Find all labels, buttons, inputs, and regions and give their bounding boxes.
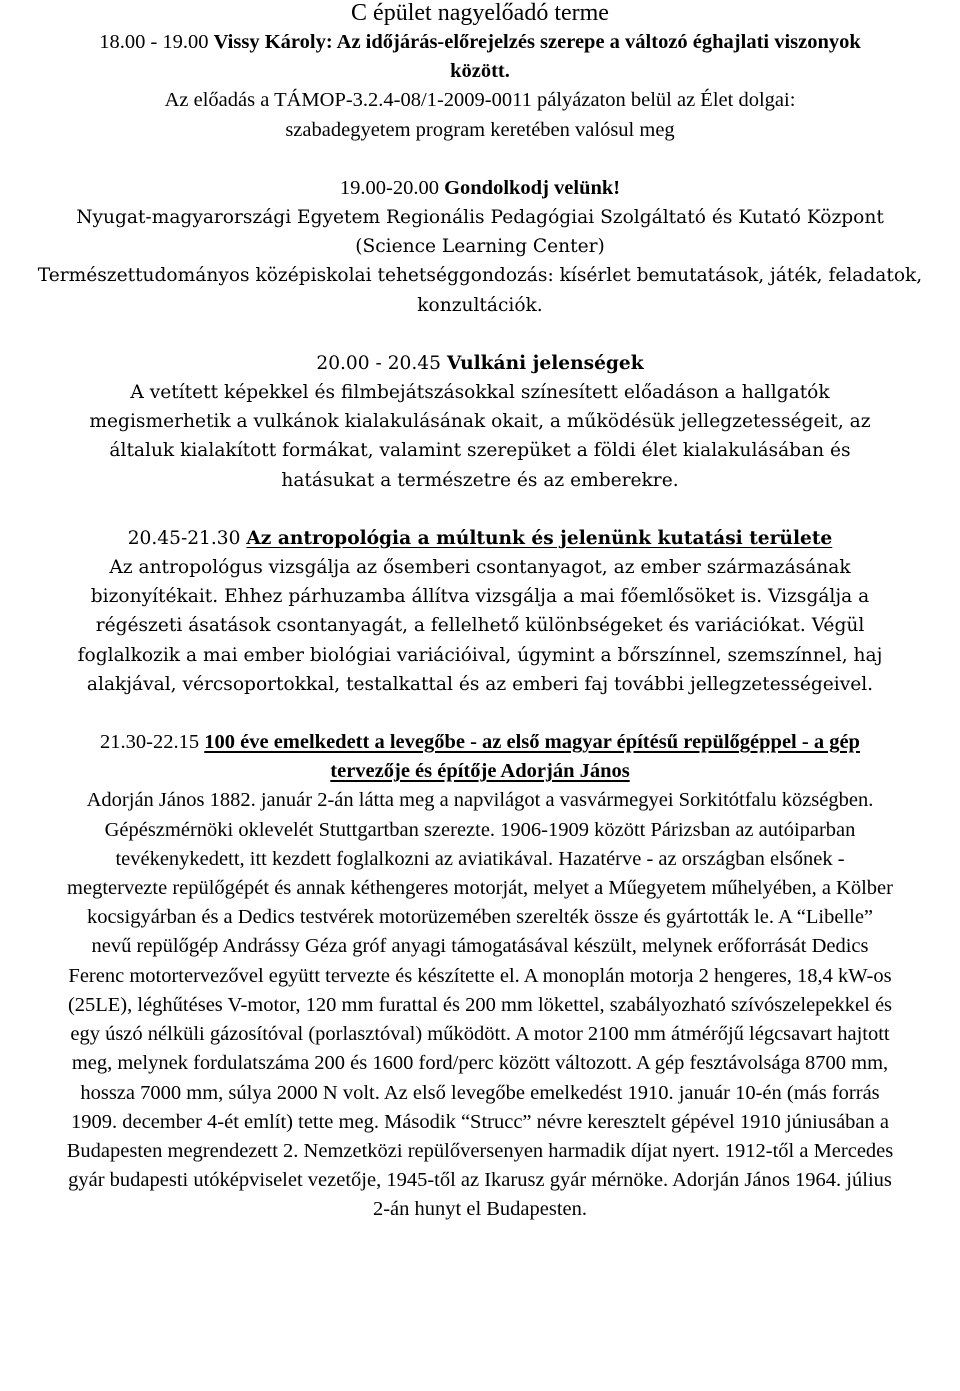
- session-adorjan-time: 21.30-22.15: [100, 731, 205, 754]
- session-vissy: [80, 28, 880, 145]
- session-adorjan-title: 100 éve emelkedett a levegőbe - az első magyar építésű repülőgéppel - a gép tervezője és építője Adorján János: [204, 731, 860, 783]
- session-gondolkodj-line-3: Természettudományos középiskolai tehetséggondozás: kísérlet bemutatások, játék, feladatok,: [37, 265, 923, 287]
- session-vissy-note-2: szabadegyetem program keretében valósul meg: [285, 118, 675, 141]
- session-vulkan-heading: [80, 349, 880, 378]
- session-antropologia-time: 20.45-21.30: [127, 527, 247, 549]
- session-vulkan-title: Vulkáni jelenségek: [446, 352, 644, 374]
- session-adorjan-body: Adorján János 1882. január 2-án látta meg a napvilágot a vasvármegyei Sorkitótfalu községben. Gépészmérnöki oklevelét Stuttgartban szerezte. 1906-1909 között Párizsban az autóiparban tevékenykedett, itt kezdett foglalkozni az aviatikával. Hazatérve - az országban elsőnek - megtervezte repülőgépét és annak kéthengeres motorját, melyet a Műegyetem műhelyében, a Kölber kocsigyárban és a Dedics testvérek motorüzemében szerelték össze és gyártották le. A “Libelle” nevű repülőgép Andrássy Géza gróf anyagi támogatásával készült, melynek erőforrását Dedics Ferenc motortervezővel együtt tervezte és készítette el. A monoplán motorja 2 hengeres, 18,4 kW-os (25LE), léghűtéses V-motor, 120 mm furattal és 200 mm lökettel, szabályozható szívószelepekkel és egy úszó nélküli gázosítóval (porlasztóval) működött. A motor 2100 mm átmérőjű légcsavart hajtott meg, melynek fordulatszáma 200 és 1600 ford/perc között változott. A gép fesztávolsága 8700 mm, hossza 7000 mm, súlya 2000 N volt. Az első levegőbe emelkedést 1910. január 10-én (más forrás 1909. december 4-ét említ) tette meg. Második “Strucc” névre keresztelt gépével 1910 júniusában a Budapesten megrendezett 2. Nemzetközi repülőversenyen harmadik díjat nyert. 1912-től a Mercedes gyár budapesti utóképviselet vezetője, 1945-től az Ikarusz gyár mérnöke. Adorján János 1964. július 2-án hunyt el Budapesten.: [66, 789, 894, 1221]
- session-gondolkodj-heading: [0, 174, 960, 203]
- session-antropologia-body: Az antropológus vizsgálja az ősemberi csontanyagot, az ember származásának bizonyítékait. Ehhez párhuzamba állítva vizsgálja a mai főemlősöket is. Vizsgálja a régészeti ásatások csontanyagát, a fellelhető különbségeket és variációkat. Végül foglalkozik a mai ember biológiai variációival, úgymint a bőrszínnel, szemszínnel, haj alakjával, vércsoportokkal, testalkattal és az emberi faj további jellegzetességeivel.: [77, 557, 883, 695]
- session-vissy-heading: [80, 28, 880, 86]
- session-gondolkodj: [0, 174, 960, 203]
- session-gondolkodj-title: Gondolkodj velünk!: [444, 176, 621, 199]
- session-gondolkodj-time: 19.00-20.00: [339, 176, 445, 199]
- session-antropologia-heading: [75, 524, 885, 553]
- session-adorjan: [65, 728, 895, 1224]
- session-vissy-time: 18.00 - 19.00: [99, 31, 214, 53]
- session-gondolkodj-line-4: konzultációk.: [417, 294, 543, 316]
- session-gondolkodj-line-1-visible: Nyugat-magyarországi Egyetem Regionális Pedagógiai Szolgáltató és Kutató Központ: [76, 207, 884, 229]
- session-vissy-note-1: Az előadás a TÁMOP-3.2.4-08/1-2009-0011 pályázaton belül az Élet dolgai:: [164, 89, 796, 112]
- session-antropologia-title: Az antropológia a múltunk és jelenünk kutatási területe: [246, 527, 833, 549]
- page-title: C épület nagyelőadó terme: [351, 0, 609, 26]
- session-adorjan-heading: [65, 728, 895, 786]
- session-gondolkodj-text: [0, 203, 960, 320]
- session-vissy-title: Vissy Károly: Az időjárás-előrejelzés szerepe a változó éghajlati viszonyok között.: [213, 31, 861, 83]
- session-gondolkodj-line-2: (Science Learning Center): [355, 236, 605, 258]
- session-antropologia: [75, 524, 885, 699]
- session-vulkan-body: A vetített képekkel és filmbejátszásokkal színesített előadáson a hallgatók megismerhetik a vulkánok kialakulásának okait, a működésük jellegzetességeit, az általuk kialakított formákat, valamint szerepüket a földi élet kialakulásában és hatásukat a természetre és az emberekre.: [89, 382, 871, 491]
- session-vulkan-time: 20.00 - 20.45: [316, 352, 447, 374]
- session-vulkan: [80, 349, 880, 495]
